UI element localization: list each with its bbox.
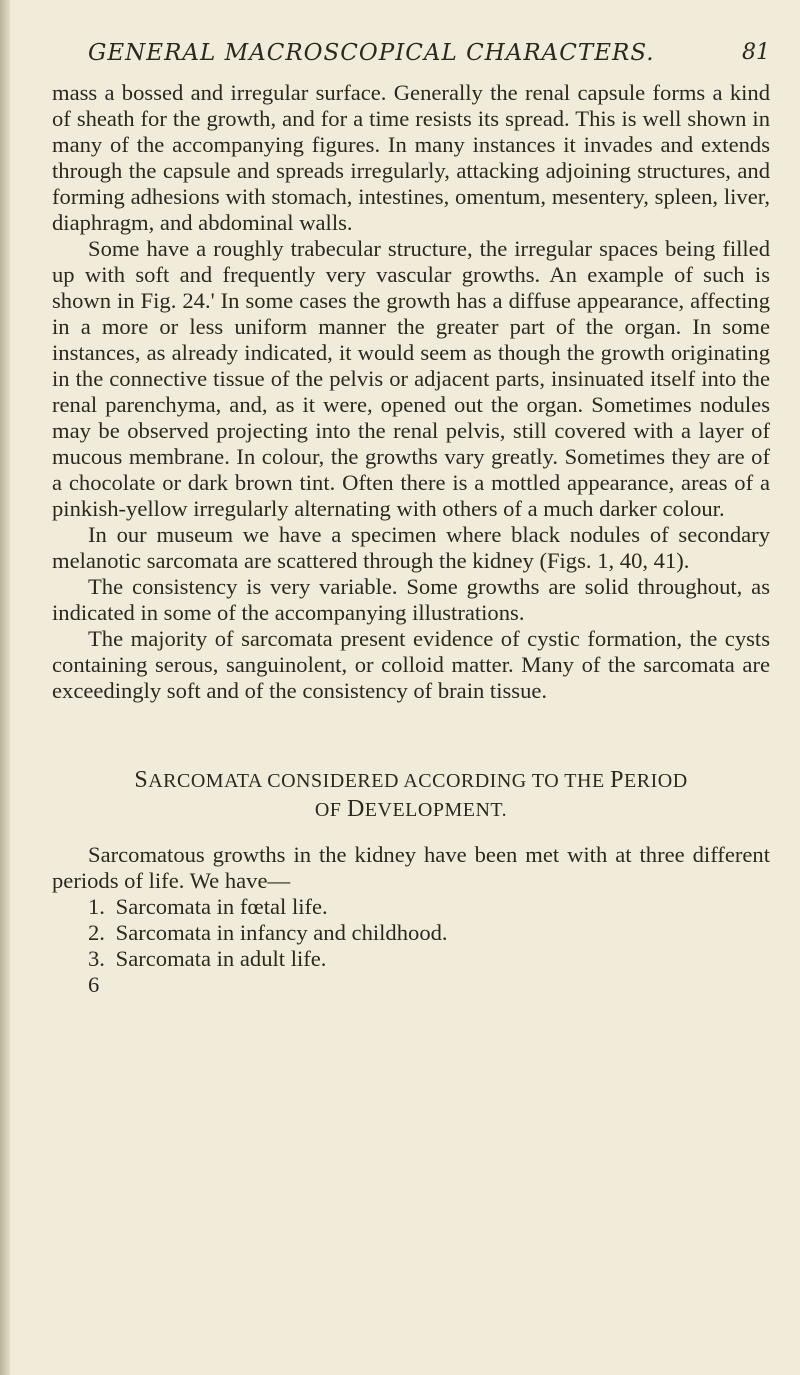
paragraph: The majority of sarcomata present evidence of cystic formation, the cysts containing serous, sanguinolent, or colloid matter. Many of the sarcomata are exceedingly soft and of the consistency of brain tissue. xyxy=(52,626,770,703)
section-heading xyxy=(52,766,770,824)
signature-mark: 6 xyxy=(88,972,100,997)
list-number: 2. xyxy=(88,920,105,945)
running-title: GENERAL MACROSCOPICAL CHARACTERS. xyxy=(88,40,655,66)
paragraph: mass a bossed and irregular surface. Generally the renal capsule forms a kind of sheath for the growth, and for a time resists its spread. This is well shown in many of the accompanying figures. In many instances it invades and extends through the capsule and spreads irregularly, attacking adjoining structures, and forming adhesions with stomach, intestines, omentum, mesentery, spleen, liver, diaphragm, and abdominal walls. xyxy=(52,80,770,235)
book-page xyxy=(52,40,770,998)
section-heading-line-2 xyxy=(52,795,770,824)
list-text: Sarcomata in adult life. xyxy=(115,946,327,971)
paragraph: The consistency is very variable. Some growths are solid throughout, as indicated in some of the accompanying illustrations. xyxy=(52,574,770,625)
page-number: 81 xyxy=(742,40,770,65)
section-heading-line-1 xyxy=(52,766,770,795)
heading-capital: D xyxy=(346,796,365,822)
period-list xyxy=(52,894,770,972)
section-intro: Sarcomatous growths in the kidney have been met with at three different periods of life. We have— xyxy=(52,842,770,893)
paragraph: Some have a roughly trabecular structure, the irregular spaces being filled up with soft and frequently very vascular growths. An example of such is shown in Fig. 24.' In some cases the growth has a diffuse appearance, affecting in a more or less uniform manner the greater part of the organ. In some instances, as already indicated, it would seem as though the growth originating in the connective tissue of the pelvis or adjacent parts, insinuated itself into the renal parenchyma, and, as it were, opened out the organ. Sometimes nodules may be observed projecting into the renal pelvis, still covered with a layer of mucous membrane. In colour, the growths vary greatly. Sometimes they are of a chocolate or dark brown tint. Often there is a mottled appearance, areas of a pinkish-yellow irregularly alternating with others of a much darker colour. xyxy=(52,236,770,521)
list-item xyxy=(52,946,770,972)
heading-capital: S xyxy=(134,767,149,793)
list-item xyxy=(52,894,770,920)
list-number: 1. xyxy=(88,894,105,919)
heading-capital: P xyxy=(610,767,625,793)
body-text xyxy=(52,80,770,998)
heading-text: ARCOMATA CONSIDERED ACCORDING TO THE xyxy=(148,770,611,792)
running-header xyxy=(52,40,770,80)
list-text: Sarcomata in fœtal life. xyxy=(115,894,328,919)
list-number: 3. xyxy=(88,946,105,971)
paragraph: In our museum we have a specimen where black nodules of secondary melanotic sarcomata are scattered through the kidney (Figs. 1, 40, 41). xyxy=(52,522,770,573)
heading-text: ERIOD xyxy=(624,770,688,792)
page-binding-edge xyxy=(0,0,10,1375)
heading-text: EVELOPMENT. xyxy=(364,799,508,821)
list-text: Sarcomata in infancy and childhood. xyxy=(115,920,448,945)
heading-text: OF xyxy=(314,799,347,821)
list-item xyxy=(52,920,770,946)
